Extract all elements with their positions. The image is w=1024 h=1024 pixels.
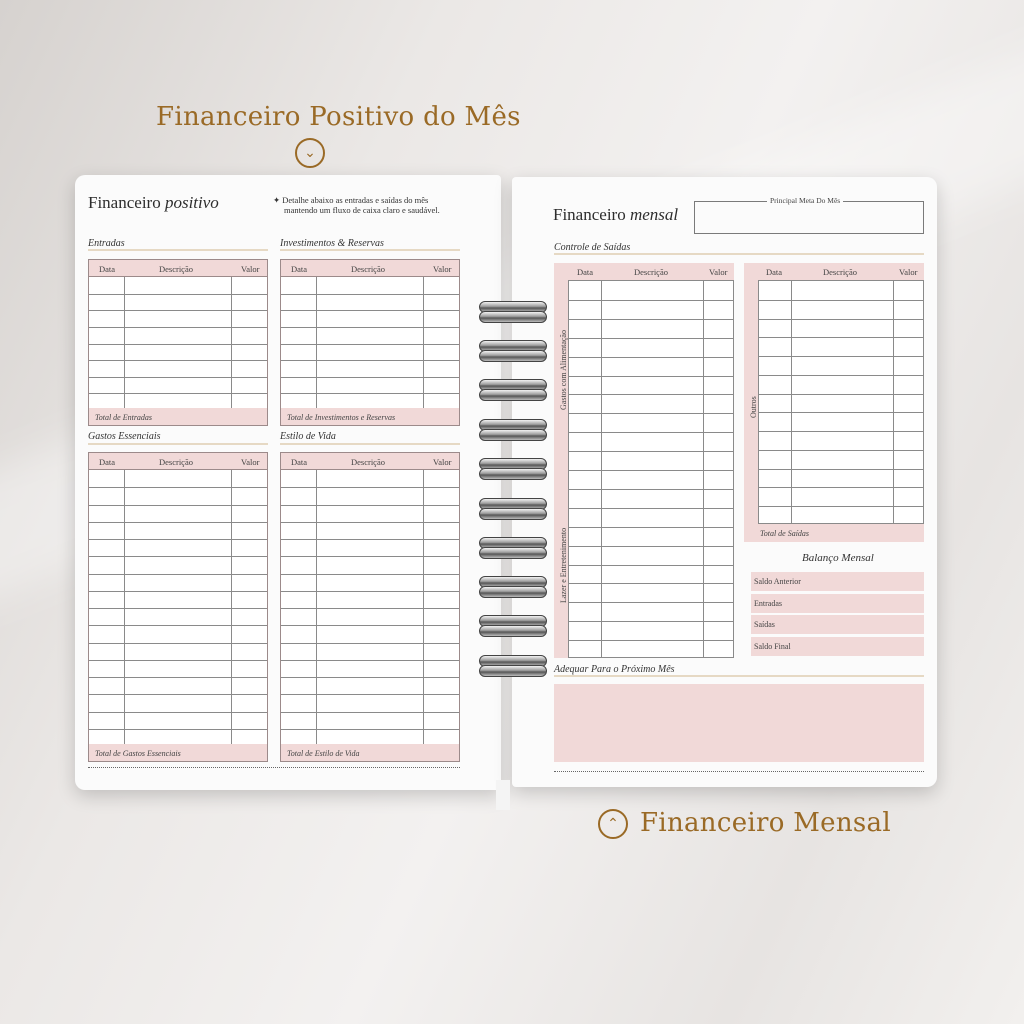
table-row [89,327,267,328]
table-row [281,294,459,295]
table-row [759,356,923,357]
table-row [281,660,459,661]
saidas-right-col-data: Data [766,267,783,277]
table-row [569,489,733,490]
right-title-main: Financeiro [553,205,626,224]
table-row [759,375,923,376]
ring-loop [479,547,547,559]
header-col_desc: Descrição [159,457,193,467]
header-col_desc: Descrição [351,264,385,274]
saidas-right-col-valor: Valor [899,267,918,277]
ring-loop [479,625,547,637]
table-row [281,522,459,523]
saidas-left-col-data: Data [577,267,594,277]
right-page-dotted-line [554,771,924,772]
left-title-italic: positivo [164,193,219,212]
header-col_valor: Valor [241,264,260,274]
table-row [759,319,923,320]
label-outros: Outros [749,396,758,418]
table-row [281,694,459,695]
table-row [89,556,267,557]
section-underline [280,443,460,445]
meta-box[interactable] [694,201,924,234]
table-row [569,432,733,433]
table-row [759,394,923,395]
table-row [281,505,459,506]
table-row [89,360,267,361]
left-title-main: Financeiro [88,193,161,212]
table-row [89,393,267,394]
header-col_desc: Descrição [159,264,193,274]
spiral-ring [479,653,547,679]
binding-strip [496,780,510,810]
table-row [89,539,267,540]
table-row [569,376,733,377]
table-title: Estilo de Vida [280,431,336,442]
table-row [89,522,267,523]
table-row [89,729,267,730]
table-title: Gastos Essenciais [88,431,161,442]
sparkle-icon: ✦ [273,195,283,205]
spiral-ring [479,535,547,561]
chevron-up-circle-icon[interactable]: ⌃ [598,809,628,839]
table-row [281,608,459,609]
balanco-row-entradas[interactable]: Entradas [751,594,924,613]
table-row [89,574,267,575]
table-total: Total de Estilo de Vida [281,744,459,761]
saidas-left-table[interactable] [568,280,734,658]
spiral-ring [479,574,547,600]
left-page-title [88,193,219,213]
ring-loop [479,389,547,401]
table-row [281,556,459,557]
table-row [281,393,459,394]
table-row [759,337,923,338]
table-col-divider [231,277,232,408]
table-row [89,712,267,713]
header-col_valor: Valor [433,457,452,467]
table-row [759,487,923,488]
table-row [281,729,459,730]
table-row [759,300,923,301]
adequar-title: Adequar Para o Próximo Mês [554,664,675,675]
table-row [569,508,733,509]
table-row [281,677,459,678]
caption-financeiro-mensal: Financeiro Mensal [640,808,891,838]
table-row [569,319,733,320]
spiral-ring [479,613,547,639]
table-row [89,344,267,345]
ring-loop [479,665,547,677]
ring-loop [479,429,547,441]
table-row [89,487,267,488]
saidas-right-col-desc: Descrição [823,267,857,277]
table-row [89,310,267,311]
table-row [569,621,733,622]
finance-table[interactable] [280,452,460,762]
table-header [281,453,459,470]
table-row [89,608,267,609]
table-row [89,625,267,626]
header-col_data: Data [291,264,308,274]
table-row [569,357,733,358]
table-col-divider [423,277,424,408]
spiral-ring [479,496,547,522]
spiral-ring [479,417,547,443]
table-row [281,539,459,540]
right-page-title [553,205,678,225]
finance-table[interactable] [88,259,268,426]
ring-loop [479,468,547,480]
table-total: Total de Investimentos e Reservas [281,408,459,425]
table-title: Entradas [88,238,125,249]
table-row [89,660,267,661]
section-underline [88,249,268,251]
balanco-row-saidas[interactable]: Saídas [751,615,924,634]
table-col-divider [316,277,317,408]
table-row [281,591,459,592]
table-header [89,453,267,470]
table-row [569,602,733,603]
finance-table[interactable] [280,259,460,426]
chevron-down-circle-icon[interactable]: ⌄ [295,138,325,168]
table-row [281,344,459,345]
table-row [569,640,733,641]
table-total: Total de Gastos Essenciais [89,744,267,761]
table-row [569,470,733,471]
ring-loop [479,508,547,520]
section-underline [280,249,460,251]
table-col-divider [124,277,125,408]
table-col-divider [423,470,424,744]
table-row [759,450,923,451]
table-row [569,413,733,414]
table-title: Investimentos & Reservas [280,238,384,249]
balanco-row-saldo-anterior[interactable]: Saldo Anterior [751,572,924,591]
table-row [89,591,267,592]
saidas-right-table[interactable] [758,280,924,524]
spiral-ring [479,338,547,364]
table-header [281,260,459,277]
header-col_data: Data [291,457,308,467]
header-col_desc: Descrição [351,457,385,467]
table-col-divider [124,470,125,744]
table-row [569,546,733,547]
balanco-title: Balanço Mensal [802,552,874,564]
meta-label: Principal Meta Do Mês [767,196,843,205]
table-row [759,412,923,413]
table-row [569,565,733,566]
ring-loop [479,586,547,598]
table-row [569,451,733,452]
table-row [281,377,459,378]
table-row [759,469,923,470]
adequar-box[interactable] [554,684,924,762]
table-row [89,294,267,295]
spiral-ring [479,299,547,325]
saidas-left-col-desc: Descrição [634,267,668,277]
note-line-2: mantendo um fluxo de caixa claro e saudável. [284,205,440,215]
table-row [89,643,267,644]
header-col_data: Data [99,264,116,274]
section-underline [88,443,268,445]
table-row [569,338,733,339]
adequar-line [554,675,924,677]
header-col_valor: Valor [241,457,260,467]
table-row [89,377,267,378]
note-line-1: Detalhe abaixo as entradas e saídas do mês [282,195,429,205]
left-note [273,195,440,215]
table-col-divider [316,470,317,744]
label-alimentacao: Gastos com Alimentação [559,330,568,410]
total-saidas-label: Total de Saídas [760,529,810,538]
table-row [89,505,267,506]
table-row [569,394,733,395]
table-header [89,260,267,277]
table-row [281,643,459,644]
right-title-italic: mensal [629,205,679,224]
ring-loop [479,311,547,323]
label-lazer: Lazer e Entretenimento [559,527,568,603]
header-col_valor: Valor [433,264,452,274]
controle-saidas-line [554,253,924,255]
table-row [759,431,923,432]
finance-table[interactable] [88,452,268,762]
table-row [281,310,459,311]
table-col-divider [231,470,232,744]
spiral-ring [479,377,547,403]
table-row [569,527,733,528]
ring-loop [479,350,547,362]
table-row [281,625,459,626]
table-row [281,574,459,575]
caption-financeiro-positivo: Financeiro Positivo do Mês [156,102,521,132]
table-row [759,506,923,507]
table-row [89,694,267,695]
controle-saidas-title: Controle de Saídas [554,242,631,253]
table-row [281,360,459,361]
header-col_data: Data [99,457,116,467]
table-row [281,712,459,713]
left-page-dotted-line [88,767,460,768]
table-row [89,677,267,678]
table-row [281,487,459,488]
spiral-ring [479,456,547,482]
balanco-row-saldo-final[interactable]: Saldo Final [751,637,924,656]
table-row [281,327,459,328]
saidas-left-col-valor: Valor [709,267,728,277]
table-row [569,300,733,301]
table-total: Total de Entradas [89,408,267,425]
table-row [569,583,733,584]
